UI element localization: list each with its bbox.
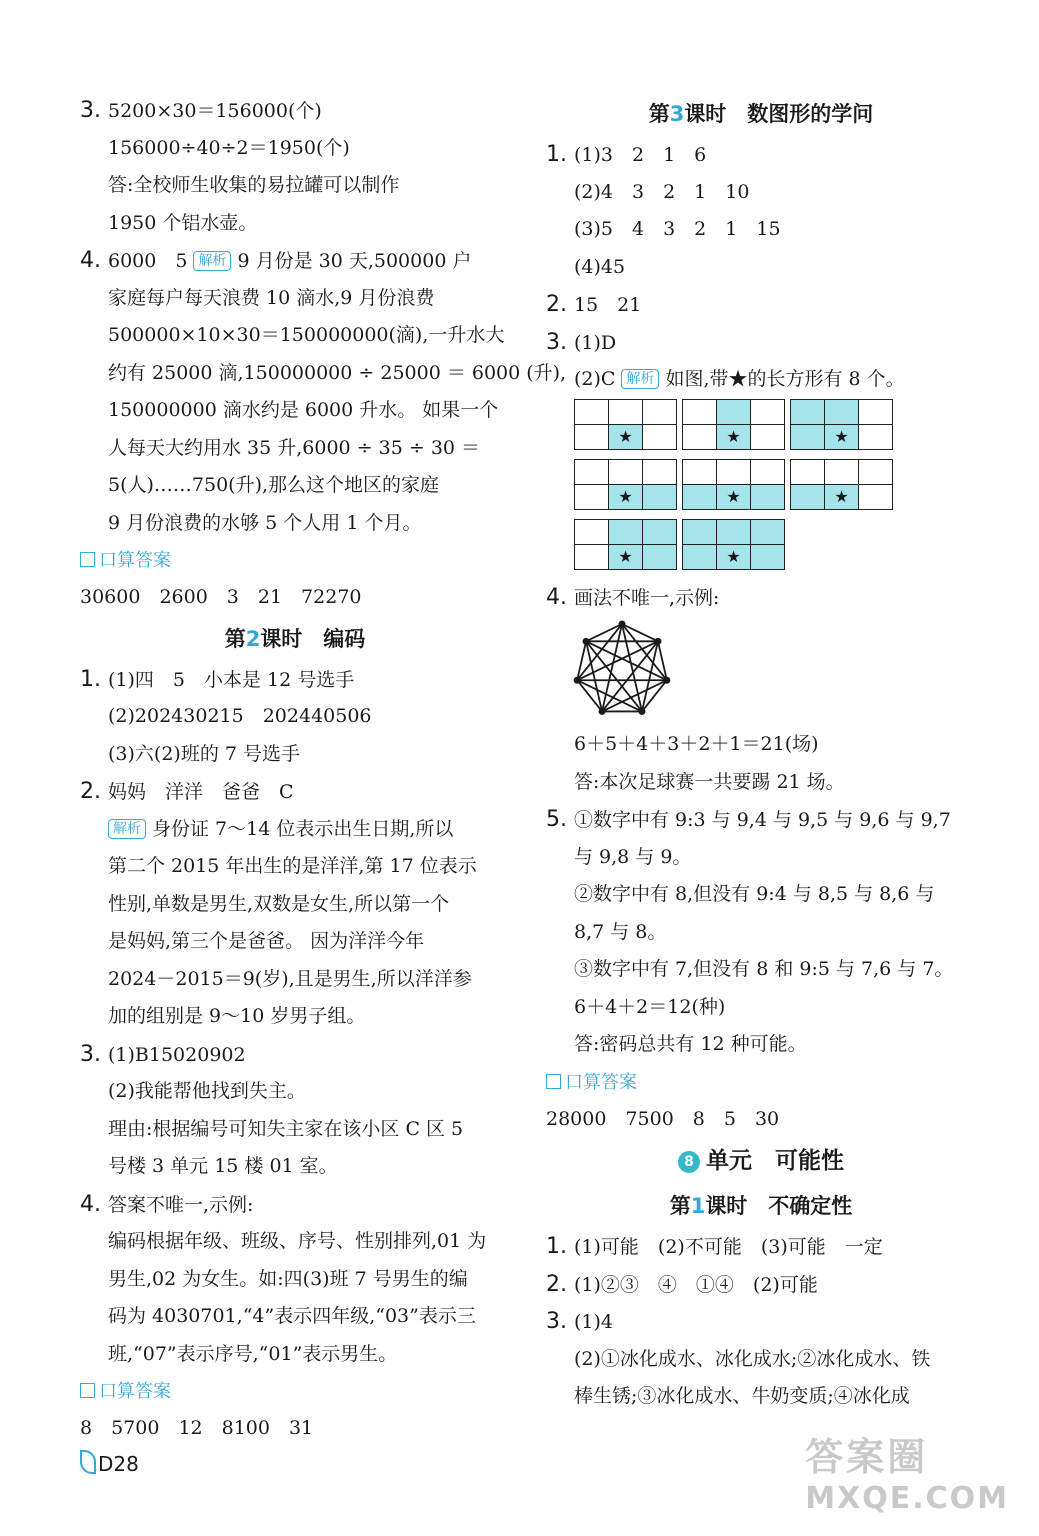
grid-cell bbox=[859, 399, 893, 424]
unit-number-icon: 8 bbox=[678, 1151, 700, 1173]
grid-cell bbox=[683, 519, 717, 544]
heptagon-vertex bbox=[663, 677, 670, 684]
analysis-badge: 解析 bbox=[621, 369, 659, 389]
rectangle-grid bbox=[790, 399, 893, 450]
grid-cell: ★ bbox=[609, 484, 643, 509]
heptagon-edge bbox=[577, 680, 642, 711]
grid-cell bbox=[575, 484, 609, 509]
grid-cell bbox=[791, 424, 825, 449]
oral-answer-values: 30600 2600 3 21 72270 bbox=[80, 586, 362, 608]
heptagon-edge bbox=[602, 680, 667, 711]
heptagon-vertex bbox=[654, 638, 661, 645]
grid-cell bbox=[751, 424, 785, 449]
heptagon-vertex bbox=[619, 621, 626, 628]
grid-cell bbox=[751, 484, 785, 509]
analysis-badge: 解析 bbox=[193, 251, 231, 271]
oral-answer-label: 口算答案 bbox=[80, 542, 510, 579]
grid-cell bbox=[643, 544, 677, 569]
right-column: 第3课时 数图形的学问 1. (1)3 2 1 6 (2)4 3 2 1 10 (3)5 4 3 2 1 15 (4)45 2. 15 21 3. (1)D (2)C 解析 如图,带★的长方形有 8 个。 ★ ★ ★ ★ ★ ★ ★ ★ 4. 画法不唯一,示例: 6＋5＋4＋3＋2＋1＝21(场) 答:本次足球赛一共要踢 21 场。 5. ①数字中有 9:3 与 9,4 与 9,5 与 9,6 与 9,7 与 9,8 与 9。 ②数字中有 8,但没有 9:4 与 8,5 与 8,6 与 8,7 与 8。 ③数字中有 7,但没有 8 和 9:5 与 7,6 与 7。 6＋4＋2＝12(种) 答:密码总共有 12 种可能。 口算答案 28000 7500 8 5 30 8 单元 可能性 第1课时 不确定性 1. (1)可能 (2)不可能 (3)可能 一定 2. (1)②③ ④ ①④ (2)可能 3. (1)4 (2)①冰化成水、冰化成水;②冰化成水、铁 棒生锈;③冰化成水、牛奶变质;④冰化成 bbox=[546, 92, 976, 1416]
grid-cell bbox=[751, 544, 785, 569]
grid-cell bbox=[575, 519, 609, 544]
oral-answer-label: 口算答案 bbox=[80, 1373, 510, 1410]
grid-cell bbox=[859, 459, 893, 484]
grid-cell bbox=[609, 519, 643, 544]
grid-cell bbox=[683, 399, 717, 424]
lesson-heading: 第1课时 不确定性 bbox=[669, 1194, 853, 1218]
grid-cell bbox=[717, 399, 751, 424]
grid-cell bbox=[683, 424, 717, 449]
grid-cell bbox=[643, 519, 677, 544]
grid-cell: ★ bbox=[717, 424, 751, 449]
grid-cell: ★ bbox=[717, 484, 751, 509]
grid-cell: ★ bbox=[825, 484, 859, 509]
lesson-heading: 第3课时 数图形的学问 bbox=[648, 102, 874, 126]
grid-cell bbox=[643, 399, 677, 424]
lesson-heading: 第2课时 编码 bbox=[224, 626, 366, 651]
grid-cell bbox=[859, 484, 893, 509]
rectangle-grid bbox=[574, 519, 677, 570]
grid-cell: ★ bbox=[717, 544, 751, 569]
grid-cell bbox=[575, 459, 609, 484]
heptagon-edge bbox=[622, 624, 658, 641]
grid-cell bbox=[609, 459, 643, 484]
grid-cell bbox=[751, 519, 785, 544]
heptagon-vertex bbox=[583, 638, 590, 645]
left-column: 3. 5200×30＝156000(个) 156000÷40÷2＝1950(个) 答:全校师生收集的易拉罐可以制作 1950 个铝水壶。 4. 6000 5 解析 9 月份是 30 天,500000 户 家庭每户每天浪费 10 滴水,9 月份浪费 500000×10×30＝150000000(滴),一升水大 约有 25000 滴,150000000 ÷ 25000 ＝ 6000 (升), 150000000 滴水约是 6000 升水。 如果一个 人每天大约用水 35 升,6000 ÷ 35 ÷ 30 ＝ 5(人)……750(升),那么这个地区的家庭 9 月份浪费的水够 5 个人用 1 个月。 口算答案 30600 2600 3 21 72270 第2课时 编码 1. (1)四 5 小本是 12 号选手 (2)202430215 202440506 (3)六(2)班的 7 号选手 2. 妈妈 洋洋 爸爸 C 解析 身份证 7～14 位表示出生日期,所以 第二个 2015 年出生的是洋洋,第 17 位表示 性别,单数是男生,双数是女生,所以第一个 是妈妈,第三个是爸爸。 因为洋洋今年 2024－2015＝9(岁),且是男生,所以洋洋参 加的组别是 9～10 岁男子组。 3. (1)B15020902 (2)我能帮他找到失主。 理由:根据编号可知失主家在该小区 C 区 5 号楼 3 单元 15 楼 01 室。 4. 答案不唯一,示例: 编码根据年级、班级、序号、性别排列,01 为 男生,02 为女生。如:四(3)班 7 号男生的编 码为 4030701,“4”表示四年级,“03”表示三 班,“07”表示序号,“01”表示男生。 口算答案 8 5700 12 8100 31 bbox=[80, 92, 510, 1448]
grid-cell: ★ bbox=[609, 424, 643, 449]
grid-cell bbox=[825, 399, 859, 424]
page-number: D28 bbox=[80, 1450, 139, 1476]
grid-cell bbox=[751, 399, 785, 424]
rectangle-grid bbox=[574, 399, 677, 450]
unit-heading: 8 单元 可能性 bbox=[546, 1138, 976, 1184]
rectangle-grid bbox=[682, 459, 785, 510]
heptagon-vertex bbox=[599, 708, 606, 715]
watermark: 答案圈 MXQE.COM bbox=[805, 1435, 1009, 1516]
grid-cell bbox=[717, 459, 751, 484]
box-icon bbox=[80, 552, 95, 567]
rectangle-grid bbox=[790, 459, 893, 510]
complete-graph-heptagon bbox=[572, 616, 672, 722]
box-icon bbox=[546, 1074, 561, 1089]
grid-cell bbox=[575, 399, 609, 424]
rectangle-grid bbox=[574, 459, 677, 510]
heptagon-vertex bbox=[638, 708, 645, 715]
heptagon-vertex bbox=[574, 677, 581, 684]
rectangle-grid bbox=[682, 519, 785, 570]
grid-cell bbox=[575, 424, 609, 449]
box-icon bbox=[80, 1383, 95, 1398]
analysis-badge: 解析 bbox=[108, 819, 146, 839]
rectangle-grids-figure bbox=[574, 399, 976, 579]
grid-cell bbox=[791, 399, 825, 424]
grid-cell bbox=[683, 484, 717, 509]
grid-cell bbox=[683, 459, 717, 484]
rectangle-grid bbox=[682, 399, 785, 450]
grid-cell: ★ bbox=[609, 544, 643, 569]
grid-cell bbox=[791, 459, 825, 484]
grid-cell bbox=[859, 424, 893, 449]
grid-cell bbox=[609, 399, 643, 424]
grid-cell bbox=[825, 459, 859, 484]
grid-cell bbox=[717, 519, 751, 544]
leaf-icon bbox=[80, 1450, 96, 1474]
heptagon-edge bbox=[586, 624, 622, 641]
grid-cell bbox=[575, 544, 609, 569]
oral-answer-label: 口算答案 bbox=[546, 1064, 976, 1101]
grid-cell bbox=[683, 544, 717, 569]
grid-cell bbox=[751, 459, 785, 484]
grid-cell bbox=[643, 459, 677, 484]
grid-cell: ★ bbox=[825, 424, 859, 449]
grid-cell bbox=[643, 484, 677, 509]
oral-answer-values: 8 5700 12 8100 31 bbox=[80, 1417, 314, 1439]
heptagon-figure bbox=[572, 616, 976, 726]
grid-cell bbox=[643, 424, 677, 449]
oral-answer-values: 28000 7500 8 5 30 bbox=[546, 1107, 780, 1130]
grid-cell bbox=[791, 484, 825, 509]
